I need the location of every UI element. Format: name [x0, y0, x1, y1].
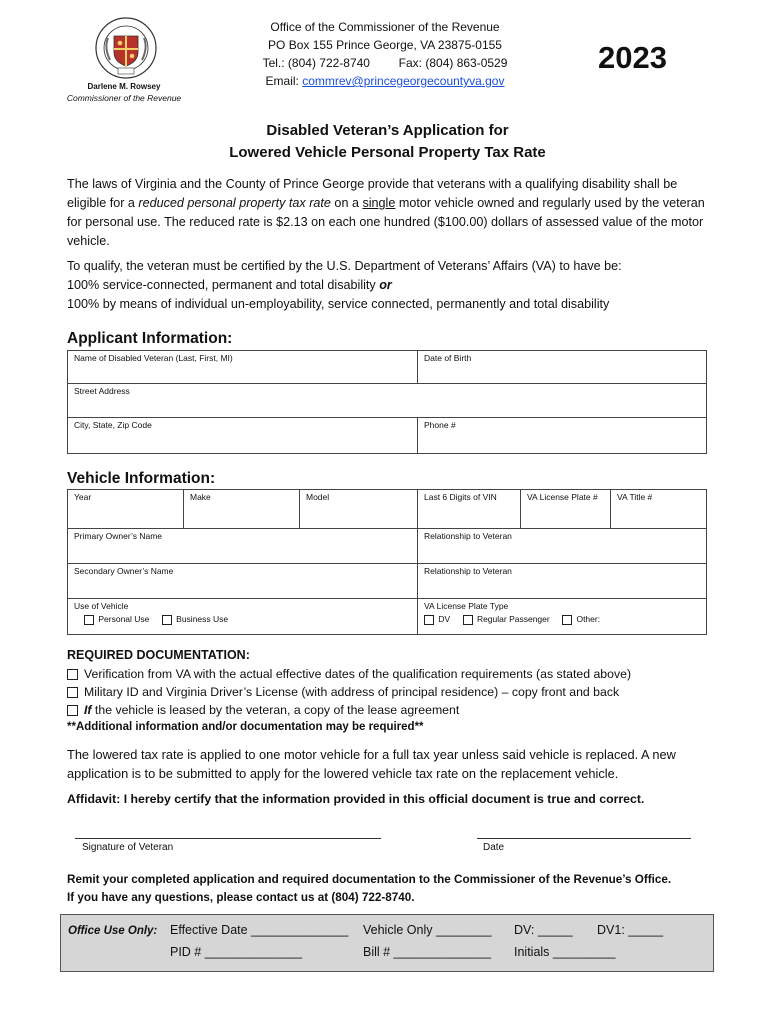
office-vehicle-only[interactable]: Vehicle Only ________	[363, 923, 492, 937]
office-contact-block	[250, 18, 520, 90]
name-label: Name of Disabled Veteran (Last, First, MI)	[74, 353, 233, 363]
plate-regular-checkbox[interactable]	[463, 615, 473, 625]
remit-instructions	[67, 871, 717, 907]
primary-owner-field[interactable]	[68, 529, 418, 564]
secondary-relationship-label: Relationship to Veteran	[424, 566, 512, 576]
vin-field[interactable]	[418, 490, 521, 529]
county-seal-logo	[92, 16, 160, 80]
vehicle-heading: Vehicle Information:	[67, 470, 216, 487]
lowered-rate-paragraph: The lowered tax rate is applied to one motor vehicle for a full tax year unless said vehicle is replaced. A new application is to be submitted to apply for the lowered vehicle tax rate on the replacement vehicle.	[67, 747, 676, 781]
secondary-relationship-field[interactable]	[418, 564, 707, 599]
form-title-line1: Disabled Veteran’s Application for	[266, 122, 509, 139]
required-note: **Additional information and/or documentation may be required**	[67, 721, 424, 733]
phone-field[interactable]	[418, 418, 707, 454]
use-of-vehicle-label: Use of Vehicle	[74, 601, 129, 611]
name-field[interactable]	[68, 351, 418, 384]
required-item-3	[67, 703, 459, 717]
qualify-paragraph	[67, 257, 707, 314]
personal-use-option[interactable]	[84, 614, 149, 624]
qualify-line: 100% by means of individual un-employability, service connected, permanently and total disability	[67, 297, 610, 311]
email-label: Email:	[265, 74, 303, 88]
qualify-line: To qualify, the veteran must be certified by the U.S. Department of Veterans’ Affairs (VA) to have be:	[67, 259, 622, 273]
required-item-3-checkbox[interactable]	[67, 705, 78, 716]
vehicle-table	[67, 489, 707, 635]
model-label: Model	[306, 492, 330, 502]
primary-relationship-field[interactable]	[418, 529, 707, 564]
intro-text: motor vehicle owned and regularly used by the veteran for personal use. The reduced rate is $2.13 on each one hundred ($100.00) dollars of assessed value of the motor vehicle.	[67, 196, 705, 248]
street-label: Street Address	[74, 386, 130, 396]
plate-type-field	[418, 599, 707, 635]
business-use-label: Business Use	[176, 614, 229, 624]
vin-label: Last 6 Digits of VIN	[424, 492, 497, 502]
applicant-table	[67, 350, 707, 454]
date-line[interactable]	[477, 838, 691, 839]
required-item-3-emphasis: If	[84, 703, 92, 717]
required-item-1-text: Verification from VA with the actual effective dates of the qualification requirements (as stated above)	[84, 667, 632, 681]
intro-paragraph	[67, 175, 707, 251]
office-dv1[interactable]: DV1: _____	[597, 923, 664, 937]
phone-label: Phone #	[424, 420, 456, 430]
office-email-line	[250, 72, 520, 90]
city-label: City, State, Zip Code	[74, 420, 152, 430]
form-title	[100, 120, 675, 164]
required-item-1	[67, 667, 631, 681]
remit-line2: If you have any questions, please contact us at (804) 722-8740.	[67, 891, 415, 904]
plate-dv-option[interactable]	[424, 614, 450, 624]
personal-use-checkbox[interactable]	[84, 615, 94, 625]
plate-other-checkbox[interactable]	[562, 615, 572, 625]
applicant-heading: Applicant Information:	[67, 330, 233, 347]
street-field[interactable]	[68, 384, 707, 418]
primary-relationship-label: Relationship to Veteran	[424, 531, 512, 541]
primary-owner-label: Primary Owner’s Name	[74, 531, 163, 541]
office-name: Office of the Commissioner of the Revenue	[270, 20, 500, 34]
secondary-owner-field[interactable]	[68, 564, 418, 599]
secondary-owner-label: Secondary Owner’s Name	[74, 566, 174, 576]
business-use-option[interactable]	[162, 614, 228, 624]
plate-other-option[interactable]	[562, 614, 600, 624]
required-item-2-text: Military ID and Virginia Driver’s License (with address of principal residence) – copy front and back	[84, 685, 620, 699]
plate-label: VA License Plate #	[527, 492, 598, 502]
year-label: Year	[74, 492, 92, 502]
office-address: PO Box 155 Prince George, VA 23875-0155	[268, 38, 502, 52]
office-effective-date[interactable]: Effective Date ______________	[170, 923, 349, 937]
personal-use-label: Personal Use	[98, 614, 150, 624]
office-phones	[250, 54, 520, 72]
intro-text: The laws of Virginia and the County of Prince George provide that veterans with a qualifying disability shall be eligible for a	[67, 177, 678, 210]
business-use-checkbox[interactable]	[162, 615, 172, 625]
use-of-vehicle-field	[68, 599, 418, 635]
dob-label: Date of Birth	[424, 353, 472, 363]
office-use-box	[60, 914, 714, 972]
qualify-text: 100% service-connected, permanent and total disability	[67, 278, 380, 292]
form-year: 2023	[598, 40, 667, 75]
model-field[interactable]	[300, 490, 418, 529]
plate-field[interactable]	[521, 490, 611, 529]
title-field[interactable]	[611, 490, 707, 529]
signature-label: Signature of Veteran	[82, 842, 174, 853]
signature-line[interactable]	[75, 838, 381, 839]
date-label: Date	[483, 842, 505, 853]
officer-name: Darlene M. Rowsey	[87, 82, 161, 91]
dob-field[interactable]	[418, 351, 707, 384]
required-item-2	[67, 685, 619, 699]
make-field[interactable]	[184, 490, 300, 529]
year-field[interactable]	[68, 490, 184, 529]
officer-title: Commissioner of the Revenue	[66, 93, 182, 103]
qualify-line	[67, 276, 707, 295]
office-pid[interactable]: PID # ______________	[170, 945, 303, 959]
plate-regular-label: Regular Passenger	[476, 614, 550, 624]
email-link[interactable]: commrev@princegeorgecountyva.gov	[302, 74, 505, 88]
form-title-line2: Lowered Vehicle Personal Property Tax Rate	[229, 144, 546, 161]
plate-other-label: Other:	[576, 614, 601, 624]
city-field[interactable]	[68, 418, 418, 454]
required-item-1-checkbox[interactable]	[67, 669, 78, 680]
office-bill[interactable]: Bill # ______________	[363, 945, 491, 959]
office-use-label: Office Use Only:	[68, 925, 158, 937]
office-tel: Tel.: (804) 722-8740	[262, 56, 370, 70]
office-initials[interactable]: Initials _________	[514, 945, 616, 959]
plate-dv-checkbox[interactable]	[424, 615, 434, 625]
office-dv[interactable]: DV: _____	[514, 923, 573, 937]
plate-regular-option[interactable]	[463, 614, 550, 624]
affidavit-statement: Affidavit: I hereby certify that the information provided in this official document is true and correct.	[67, 792, 645, 806]
plate-type-label: VA License Plate Type	[424, 601, 509, 611]
required-item-2-checkbox[interactable]	[67, 687, 78, 698]
qualify-or: or	[379, 278, 392, 292]
intro-emphasis: reduced personal property tax rate	[138, 196, 331, 210]
title-label: VA Title #	[617, 492, 653, 502]
remit-line1: Remit your completed application and required documentation to the Commissioner of the Revenue’s Office.	[67, 873, 672, 886]
intro-underline: single	[362, 196, 396, 210]
office-fax: Fax: (804) 863-0529	[398, 56, 508, 70]
required-docs-heading: REQUIRED DOCUMENTATION:	[67, 648, 250, 662]
intro-text: on a	[330, 196, 363, 210]
required-item-3-text: the vehicle is leased by the veteran, a copy of the lease agreement	[91, 703, 460, 717]
make-label: Make	[190, 492, 211, 502]
plate-dv-label: DV	[438, 614, 451, 624]
